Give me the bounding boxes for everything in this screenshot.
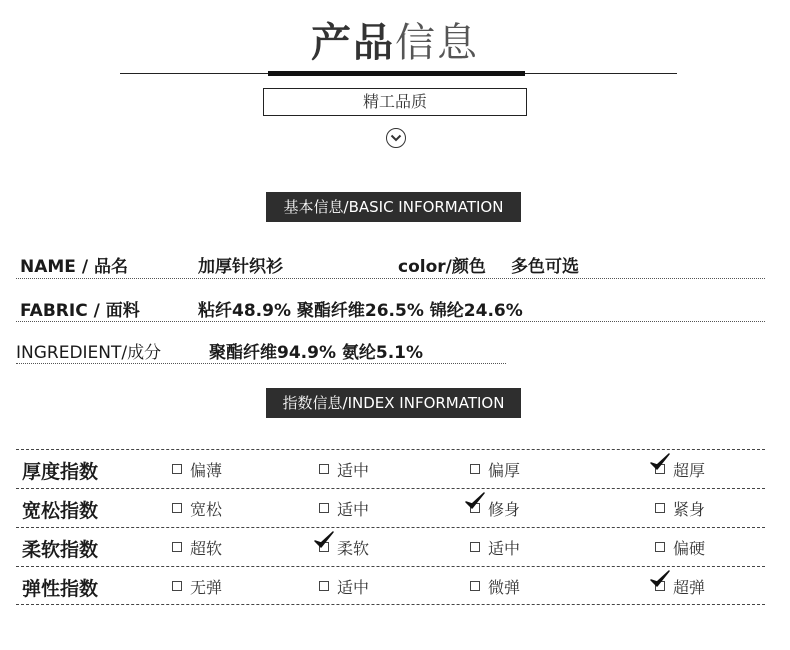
option-label: 偏硬 bbox=[673, 538, 706, 558]
index-row-label: 弹性指数 bbox=[22, 577, 99, 600]
checkmark-icon bbox=[649, 452, 671, 472]
option-checkbox[interactable] bbox=[470, 542, 480, 552]
checkmark-icon bbox=[464, 491, 486, 511]
chevron-down-circle-icon bbox=[386, 128, 406, 148]
option-checkbox[interactable] bbox=[470, 581, 480, 591]
option-label: 偏薄 bbox=[190, 460, 223, 480]
option-checkbox[interactable] bbox=[172, 503, 182, 513]
name-label: NAME / 品名 bbox=[20, 257, 128, 277]
fabric-label: FABRIC / 面料 bbox=[20, 301, 140, 321]
option-label: 适中 bbox=[337, 460, 370, 480]
option-checkbox[interactable] bbox=[172, 464, 182, 474]
option-label: 修身 bbox=[488, 499, 521, 519]
option-checkbox[interactable] bbox=[172, 542, 182, 552]
option-checkbox[interactable] bbox=[319, 464, 329, 474]
divider bbox=[16, 363, 506, 364]
option-label: 超厚 bbox=[673, 460, 706, 480]
divider bbox=[16, 321, 765, 322]
ingredient-label: INGREDIENT/成分 bbox=[16, 343, 162, 363]
option-label: 偏厚 bbox=[488, 460, 521, 480]
row-divider bbox=[16, 527, 765, 528]
basic-info-banner: 基本信息/BASIC INFORMATION bbox=[266, 192, 521, 222]
name-value: 加厚针织衫 bbox=[198, 257, 283, 277]
checkmark-icon bbox=[649, 569, 671, 589]
checkmark-icon bbox=[313, 530, 335, 550]
option-checkbox[interactable] bbox=[470, 464, 480, 474]
row-divider bbox=[16, 566, 765, 567]
option-label: 超弹 bbox=[673, 577, 706, 597]
option-label: 适中 bbox=[337, 577, 370, 597]
subtitle-box: 精工品质 bbox=[263, 88, 527, 116]
divider bbox=[16, 278, 765, 279]
option-checkbox[interactable] bbox=[319, 503, 329, 513]
row-divider bbox=[16, 449, 765, 450]
index-row-label: 宽松指数 bbox=[22, 499, 99, 522]
index-info-banner: 指数信息/INDEX INFORMATION bbox=[266, 388, 521, 418]
option-checkbox[interactable] bbox=[655, 503, 665, 513]
color-value: 多色可选 bbox=[511, 257, 579, 277]
ingredient-value: 聚酯纤维94.9% 氨纶5.1% bbox=[209, 343, 424, 363]
fabric-value: 粘纤48.9% 聚酯纤维26.5% 锦纶24.6% bbox=[198, 301, 523, 321]
option-label: 适中 bbox=[488, 538, 521, 558]
index-row-label: 厚度指数 bbox=[22, 460, 99, 483]
title-bold: 产品 bbox=[311, 20, 395, 66]
option-label: 超软 bbox=[190, 538, 223, 558]
title-underline-bold bbox=[268, 71, 525, 76]
color-label: color/颜色 bbox=[398, 257, 486, 277]
title-light: 信息 bbox=[395, 20, 479, 66]
option-checkbox[interactable] bbox=[172, 581, 182, 591]
page-title bbox=[0, 18, 790, 68]
option-checkbox[interactable] bbox=[655, 542, 665, 552]
option-label: 微弹 bbox=[488, 577, 521, 597]
option-label: 宽松 bbox=[190, 499, 223, 519]
row-divider bbox=[16, 488, 765, 489]
option-label: 适中 bbox=[337, 499, 370, 519]
option-label: 柔软 bbox=[337, 538, 370, 558]
index-row-label: 柔软指数 bbox=[22, 538, 99, 561]
option-label: 无弹 bbox=[190, 577, 223, 597]
option-label: 紧身 bbox=[673, 499, 706, 519]
row-divider bbox=[16, 604, 765, 605]
option-checkbox[interactable] bbox=[319, 581, 329, 591]
